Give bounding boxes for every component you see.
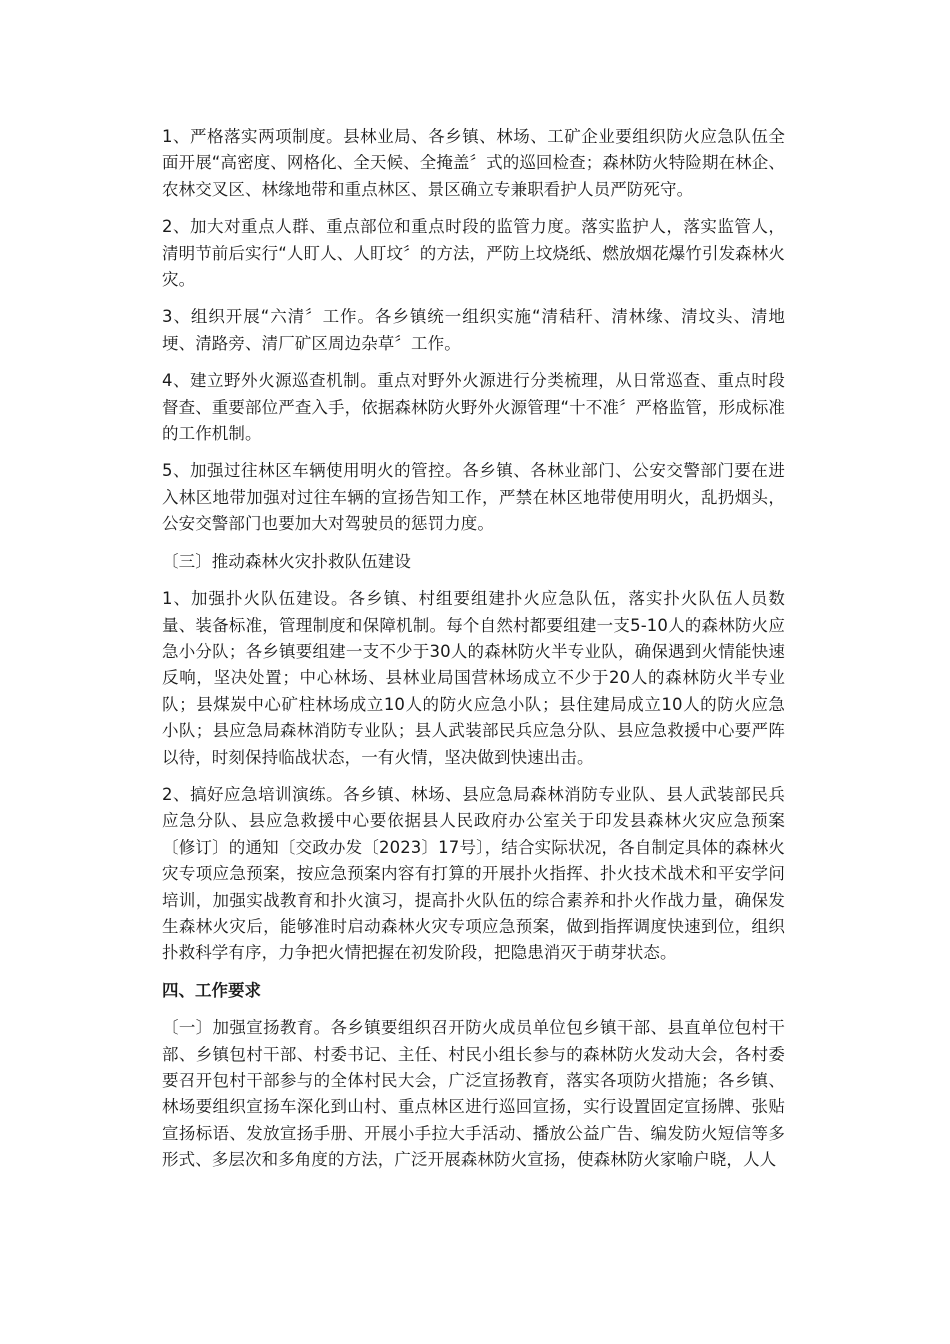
paragraph-1: 1、严格落实两项制度。县林业局、各乡镇、林场、工矿企业要组织防火应急队伍全面开展“高密度、网格化、全天候、全掩盖〞式的巡回检查；森林防火特险期在林企、农林交叉区、林缘地带和重点林区、景区确立专兼职看护人员严防死守。 <box>162 127 785 199</box>
paragraph-3: 3、组织开展“六清〞工作。各乡镇统一组织实施“清秸秆、清林缘、清坟头、清地埂、清路旁、清厂矿区周边杂草〞工作。 <box>162 307 785 353</box>
subsection-heading-3: 〔三〕推动森林火灾扑救队伍建设 <box>162 551 411 571</box>
document-page <box>162 124 785 1185</box>
paragraph-6: 1、加强扑火队伍建设。各乡镇、村组要组建扑火应急队伍，落实扑火队伍人员数量、装备标准，管理制度和保障机制。每个自然村都要组建一支5-10人的森林防火应急小分队；各乡镇要组建一支不少于30人的森林防火半专业队，确保遇到火情能快速反响，坚决处置；中心林场、县林业局国营林场成立不少于20人的森林防火半专业队；县煤炭中心矿柱林场成立10人的防火应急小队；县住建局成立10人的防火应急小队；县应急局森林消防专业队；县人武装部民兵应急分队、县应急救援中心要严阵以待，时刻保持临战状态，一有火情，坚决做到快速出击。 <box>162 589 785 767</box>
paragraph-7: 2、搞好应急培训演练。各乡镇、林场、县应急局森林消防专业队、县人武装部民兵应急分队、县应急救援中心要依据县人民政府办公室关于印发县森林火灾应急预案〔修订〕的通知〔交政办发〔2023〕17号〕，结合实际状况，各自制定具体的森林火灾专项应急预案，按应急预案内容有打算的开展扑火指挥、扑火技术战术和平安学问培训，加强实战教育和扑火演习，提高扑火队伍的综合素养和扑火作战力量，确保发生森林火灾后，能够准时启动森林火灾专项应急预案，做到指挥调度快速到位，组织扑救科学有序，力争把火情把握在初发阶段，把隐患消灭于萌芽状态。 <box>162 784 785 963</box>
paragraph-2: 2、加大对重点人群、重点部位和重点时段的监管力度。落实监护人，落实监管人，清明节前后实行“人盯人、人盯坟〞的方法，严防上坟烧纸、燃放烟花爆竹引发森林火灾。 <box>162 217 785 290</box>
paragraph-5: 5、加强过往林区车辆使用明火的管控。各乡镇、各林业部门、公安交警部门要在进入林区地带加强对过往车辆的宣扬告知工作，严禁在林区地带使用明火，乱扔烟头，公安交警部门也要加大对驾驶员的惩罚力度。 <box>162 461 785 534</box>
paragraph-8: 〔一〕加强宣扬教育。各乡镇要组织召开防火成员单位包乡镇干部、县直单位包村干部、乡镇包村干部、村委书记、主任、村民小组长参与的森林防火发动大会，各村委要召开包村干部参与的全体村民大会，广泛宣扬教育，落实各项防火措施；各乡镇、林场要组织宣扬车深化到山村、重点林区进行巡回宣扬，实行设置固定宣扬牌、张贴宣扬标语、发放宣扬手册、开展小手拉大手活动、播放公益广告、编发防火短信等多形式、多层次和多角度的方法，广泛开展森林防火宣扬，使森林防火家喻户晓，人人 <box>162 1018 785 1170</box>
section-heading-4: 四、工作要求 <box>162 980 261 1000</box>
paragraph-4: 4、建立野外火源巡查机制。重点对野外火源进行分类梳理，从日常巡查、重点时段督查、重要部位严查入手，依据森林防火野外火源管理“十不准〞严格监管，形成标准的工作机制。 <box>162 371 785 444</box>
